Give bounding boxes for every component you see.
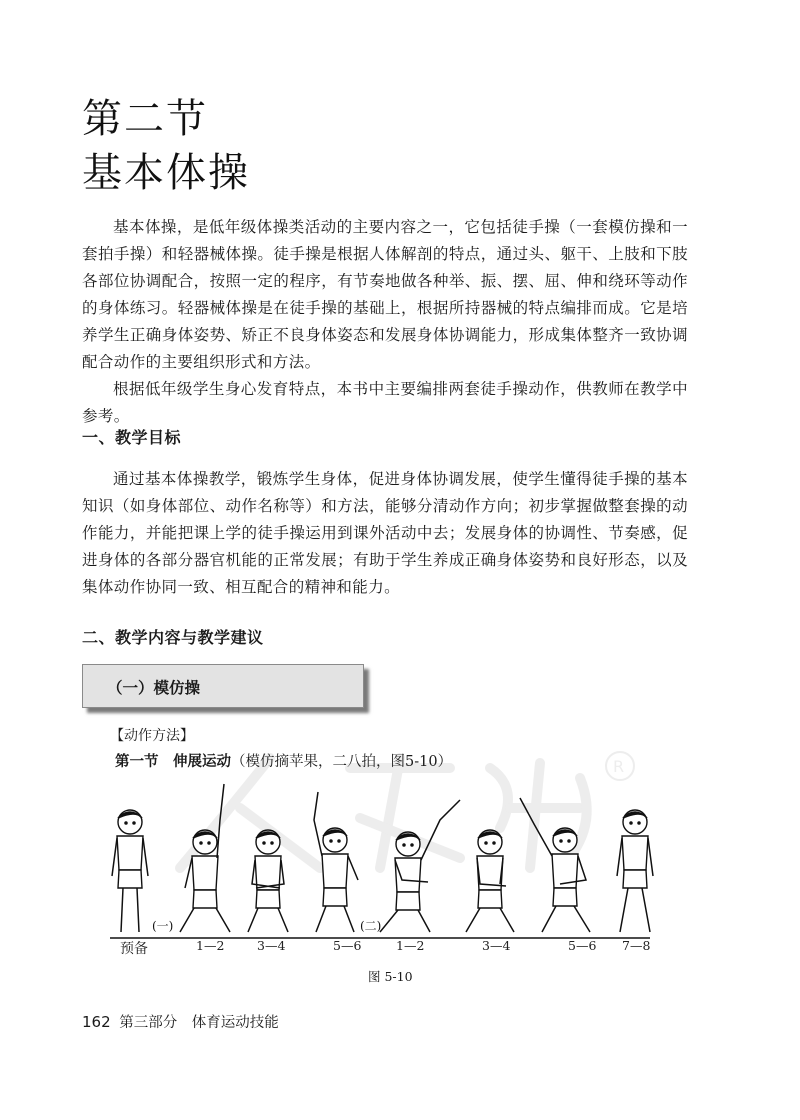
figure-caption: 图 5-10 bbox=[368, 969, 413, 984]
page-footer bbox=[82, 1011, 279, 1032]
method-label: 【动作方法】 bbox=[110, 728, 194, 744]
part-title: 第三部分 体育运动技能 bbox=[119, 1015, 279, 1031]
section-heading-goals: 一、教学目标 bbox=[82, 428, 182, 447]
exercise-title bbox=[115, 750, 452, 771]
subsection-box bbox=[82, 664, 364, 708]
beat-label: 5—6 bbox=[333, 938, 362, 953]
beat-label: 1—2 bbox=[396, 938, 425, 953]
exercise-note: （模仿摘苹果，二八拍，图5-10） bbox=[231, 754, 453, 770]
beat-label: 3—4 bbox=[257, 938, 286, 953]
beat-label: 7—8 bbox=[622, 938, 651, 953]
eight-count-1: (一) bbox=[152, 919, 174, 933]
chapter-number: 第二节 bbox=[82, 96, 208, 142]
beat-label: 1—2 bbox=[196, 938, 225, 953]
section-heading-content: 二、教学内容与教学建议 bbox=[82, 628, 264, 647]
eight-count-2: (二) bbox=[360, 919, 382, 933]
subsection-box-label: （一）模仿操 bbox=[107, 679, 201, 697]
beat-label: 3—4 bbox=[482, 938, 511, 953]
chapter-name: 基本体操 bbox=[82, 150, 250, 196]
svg-text:R: R bbox=[613, 757, 625, 776]
intro-paragraph-2: 根据低年级学生身心发育特点，本书中主要编排两套徒手操动作，供教师在教学中参考。 bbox=[82, 380, 688, 425]
intro-paragraph-1: 基本体操，是低年级体操类活动的主要内容之一，它包括徒手操（一套模仿操和一套拍手操）和轻器械体操。徒手操是根据人体解剖的特点，通过头、躯干、上肢和下肢各部位协调配合，按照一定的程序，有节奏地做各种举、振、摆、屈、伸和绕环等动作的身体练习。轻器械体操是在徒手操的基础上，根据所持器械的特点编排而成。它是培养学生正确身体姿势、矫正不良身体姿态和发展身体协调能力，形成集体整齐一致协调配合动作的主要组织形式和方法。 bbox=[82, 218, 688, 371]
beat-label: 5—6 bbox=[568, 938, 597, 953]
exercise-name: 第一节 伸展运动 bbox=[115, 754, 231, 770]
exercise-figure bbox=[90, 780, 670, 940]
prep-label: 预备 bbox=[120, 941, 148, 957]
page-number: 162 bbox=[82, 1013, 111, 1031]
goals-paragraph: 通过基本体操教学，锻炼学生身体，促进身体协调发展，使学生懂得徒手操的基本知识（如身体部位、动作名称等）和方法，能够分清动作方向；初步掌握做整套操的动作能力，并能把课上学的徒手操运用到课外活动中去；发展身体的协调性、节奏感，促进身体的各部分器官机能的正常发展；有助于学生养成正确身体姿势和良好形态，以及集体动作协同一致、相互配合的精神和能力。 bbox=[82, 470, 688, 596]
chapter-title bbox=[82, 92, 250, 200]
